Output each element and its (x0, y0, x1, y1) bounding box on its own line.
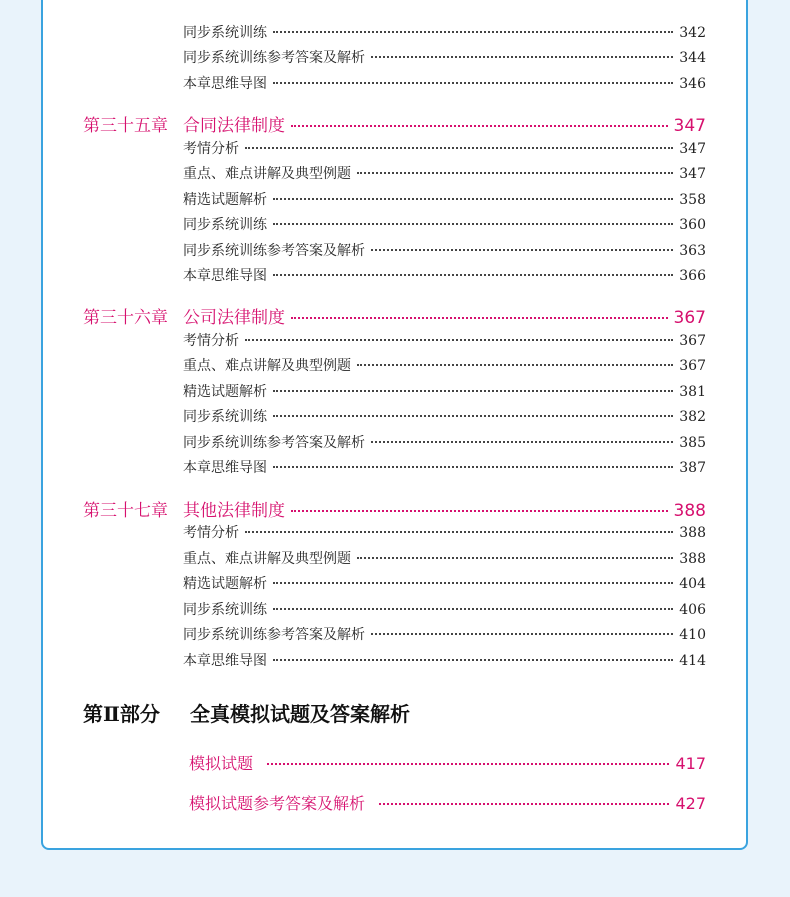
chapter-entry[interactable] (83, 496, 706, 521)
page-number: 344 (679, 50, 706, 66)
page-number: 427 (675, 794, 706, 813)
entry-title: 同步系统训练 (183, 409, 267, 425)
part-title: 全真模拟试题及答案解析 (190, 702, 410, 726)
entry-title: 同步系统训练 (183, 217, 267, 233)
page-number: 388 (679, 551, 706, 567)
entry-title: 本章思维导图 (183, 460, 267, 476)
entry-title: 同步系统训练参考答案及解析 (183, 435, 365, 451)
toc-entry[interactable] (183, 573, 706, 593)
entry-title: 考情分析 (183, 141, 239, 157)
dot-leader (273, 608, 673, 610)
page-number: 346 (679, 76, 706, 92)
page-number: 417 (675, 754, 706, 773)
dot-leader (273, 31, 673, 33)
dot-leader (273, 466, 673, 468)
toc-entry[interactable] (183, 240, 706, 260)
dot-leader (357, 364, 673, 366)
mock-title: 模拟试题 (189, 754, 254, 773)
page-number: 363 (679, 243, 706, 259)
entry-title: 同步系统训练 (183, 602, 267, 618)
toc-entry[interactable] (183, 355, 706, 375)
dot-leader (371, 56, 673, 58)
entry-title: 重点、难点讲解及典型例题 (183, 358, 351, 374)
toc-entry[interactable] (183, 650, 706, 670)
entry-title: 精选试题解析 (183, 384, 267, 400)
entry-title: 同步系统训练参考答案及解析 (183, 243, 365, 259)
toc-entry[interactable] (183, 47, 706, 67)
chapter-title: 其他法律制度 (183, 501, 285, 521)
page-number: 347 (679, 166, 706, 182)
toc-entry[interactable] (183, 406, 706, 426)
dot-leader (273, 659, 673, 661)
dot-leader (291, 317, 668, 319)
toc-entry[interactable] (183, 432, 706, 452)
chapter-title: 公司法律制度 (183, 308, 285, 328)
dot-leader (357, 172, 673, 174)
dot-leader (357, 557, 673, 559)
dot-leader (273, 582, 673, 584)
dot-leader (371, 633, 673, 635)
page-number: 404 (679, 576, 706, 592)
dot-leader (267, 763, 669, 765)
entry-title: 重点、难点讲解及典型例题 (183, 551, 351, 567)
part-number: 第Ⅱ部分 (83, 702, 160, 726)
page-number: 366 (679, 268, 706, 284)
entry-title: 本章思维导图 (183, 76, 267, 92)
chapter-title: 合同法律制度 (183, 116, 285, 136)
page-number: 387 (679, 460, 706, 476)
toc-entry[interactable] (183, 381, 706, 401)
page-number: 414 (679, 653, 706, 669)
entry-title: 同步系统训练参考答案及解析 (183, 627, 365, 643)
page-number: 367 (679, 358, 706, 374)
dot-leader (245, 147, 673, 149)
chapter-number: 第三十六章 (83, 308, 168, 328)
entry-title: 同步系统训练参考答案及解析 (183, 50, 365, 66)
entry-title: 本章思维导图 (183, 653, 267, 669)
dot-leader (273, 415, 673, 417)
chapter-number: 第三十五章 (83, 116, 168, 136)
toc-entry[interactable] (183, 22, 706, 42)
toc-entry[interactable] (183, 624, 706, 644)
page-number: 358 (679, 192, 706, 208)
page-number: 347 (679, 141, 706, 157)
dot-leader (245, 339, 673, 341)
page-number: 388 (679, 525, 706, 541)
page-number: 382 (679, 409, 706, 425)
toc-entry[interactable] (183, 599, 706, 619)
chapter-entry[interactable] (83, 111, 706, 136)
entry-title: 同步系统训练 (183, 25, 267, 41)
part-heading (83, 698, 410, 727)
page-number: 410 (679, 627, 706, 643)
toc-entry[interactable] (183, 163, 706, 183)
page-number: 367 (673, 308, 706, 328)
entry-title: 考情分析 (183, 525, 239, 541)
page-number: 342 (679, 25, 706, 41)
page-number: 388 (673, 501, 706, 521)
page-number: 347 (673, 116, 706, 136)
toc-entry[interactable] (183, 548, 706, 568)
mock-title: 模拟试题参考答案及解析 (189, 794, 366, 813)
dot-leader (273, 82, 673, 84)
page-number: 360 (679, 217, 706, 233)
entry-title: 考情分析 (183, 333, 239, 349)
toc-entry[interactable] (183, 522, 706, 542)
entry-title: 本章思维导图 (183, 268, 267, 284)
page-number: 385 (679, 435, 706, 451)
dot-leader (273, 390, 673, 392)
dot-leader (245, 531, 673, 533)
page-number: 381 (679, 384, 706, 400)
toc-entry[interactable] (183, 214, 706, 234)
dot-leader (371, 249, 673, 251)
toc-entry[interactable] (183, 265, 706, 285)
dot-leader (273, 223, 673, 225)
dot-leader (291, 125, 668, 127)
dot-leader (371, 441, 673, 443)
page-number: 367 (679, 333, 706, 349)
toc-entry[interactable] (183, 330, 706, 350)
entry-title: 重点、难点讲解及典型例题 (183, 166, 351, 182)
mock-entry[interactable] (189, 791, 706, 814)
chapter-entry[interactable] (83, 303, 706, 328)
entry-title: 精选试题解析 (183, 192, 267, 208)
dot-leader (273, 198, 673, 200)
dot-leader (291, 510, 668, 512)
chapter-number: 第三十七章 (83, 501, 168, 521)
toc-entry[interactable] (183, 189, 706, 209)
mock-entry[interactable] (189, 751, 706, 774)
dot-leader (273, 274, 673, 276)
toc-entry[interactable] (183, 457, 706, 477)
entry-title: 精选试题解析 (183, 576, 267, 592)
toc-entry[interactable] (183, 138, 706, 158)
page-number: 406 (679, 602, 706, 618)
toc-entry[interactable] (183, 73, 706, 93)
dot-leader (379, 803, 669, 805)
